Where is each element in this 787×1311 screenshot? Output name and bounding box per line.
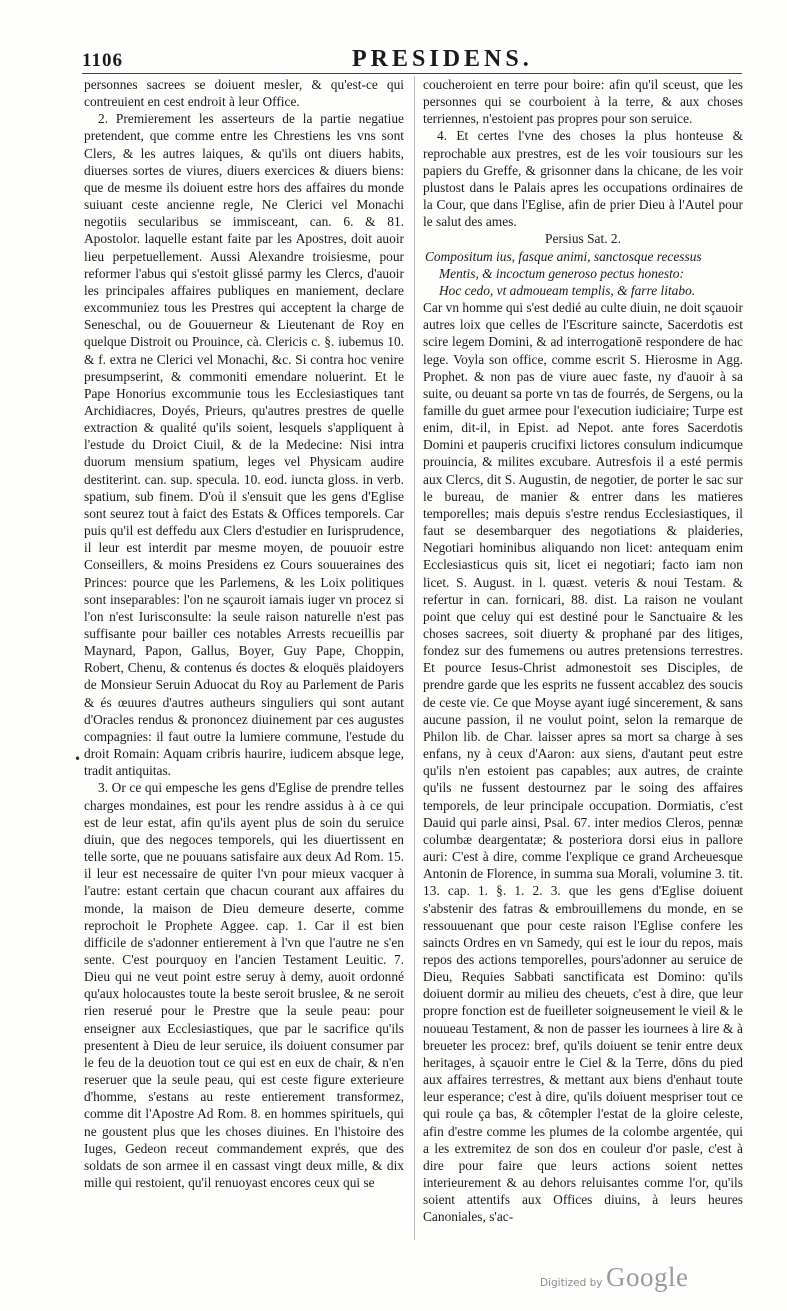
left-paragraph-2: 2. Premierement les asserteurs de la partie negatiue pretendent, que comme entre les Chrestiens les vns sont Clers, & les autres laiques, & qu'ils ont diuers habits, diuerses sortes de viures, diuers exercices & diuers biens: que de mesme ils doiuent estre hors des affaires du monde suiuant ceste ancienne regle, Ne Clerici vel Monachi negotiis secularibus se immisceant, can. 6. & 81. Apostolor. laquelle estant faite par les Apostres, doit auoir lieu perpetuellement. Aussi Alexandre troisiesme, pour reformer l'abus qui s'estoit glissé parmy les Clercs, d'auoir les principales affaires publiques en maniement, declare excommuniez tous les Prestres qui acceptent la charge de Seneschal, ou de Gouuerneur & Lieutenant de Roy en quelque Distroit ou Prouince, cà. Clericis c. §. iubemus 10. & f. extra ne Clerici vel Monachi, &c. Si contra hoc venire presumpserint, & commoniti emendare noluerint. Et le Pape Honorius excommunie tous les Ecclesiastiques tant Archidiacres, Doyés, Prieurs, qu'autres prestres de quelle extraction & qualité qu'ils soient, lesquels s'appliquent à l'estude du Droict Ciuil, & de la Medecine: Nisi intra duorum mensium spatium, leges vel Physicam audire destiterint. can. sup. specula. 10. eod. iuncta gloss. in verb. spatium, sub finem. D'où il s'ensuit que les gens d'Eglise sont seurez tout à faict des Estats & Offices temporels. Car puis qu'il est deffedu aux Clers d'estudier en Iurisprudence, il leur est interdit par mesme moyen, de pouuoir estre Conseillers, & moins Presidens ez Cours souueraines des Princes: pource que les Parlemens, & les Loix politiques sont inseparables: l'on ne sçauroit iamais iuger vn procez si l'on n'est Iurisconsulte: la seule raison naturelle n'est pas suffisante pour bailler ces notables Arrests recueillis par Maynard, Papon, Gallus, Boyer, Guy Pape, Choppin, Robert, Chenu, & contenus és doctes & eloquës plaidoyers de Monsieur Seruin Aduocat du Roy au Parlement de Paris & és œuures d'autres autheurs singuliers qui sont autant d'Oracles rendus & prononcez diuinement par ces augustes compagnies: il faut outre la lumiere commune, l'estude du droit Romain: Aquam cribris haurire, iudicem absque lege, tradit antiquitas. [84, 111, 404, 779]
left-paragraph-3: 3. Or ce qui empesche les gens d'Eglise de prendre telles charges mondaines, est pour les rendre assidus à à ce qui est de leur estat, afin qu'ils ayent plus de soin du seruice diuin, que des negoces temporels, qui les diuertissent en telle sorte, que ne pouuans satisfaire aux deux Ad Rom. 15. il leur est necessaire de quiter l'vn pour mieux vacquer à l'autre: estant certain que chacun courant aux affaires du monde, la maison de Dieu demeure deserte, comme reprochoit le Prophete Aggee. cap. 1. Car il est bien difficile de s'adonner entierement à l'vn que l'autre ne s'en sente. C'est pourquoy en l'ancien Testament Leuitic. 7. Dieu qui ne veut point estre seruy à demy, auoit ordonné qu'aux holocaustes toute la beste seroit bruslee, & ne seroit rien reserué pour le Prestre que la seule peau: pour enseigner aux Ecclesiastiques, que par le sacrifice qu'ils presentent à Dieu de leur seruice, ils doiuent consumer par le feu de la deuotion tout ce qui est en eux de chair, & n'en reseruer que la seule peau, qui est ceste figure exterieure d'homme, s'estans au reste entierement transformez, comme dit l'Apostre Ad Rom. 8. en hommes spirituels, qui ne goustent plus que les choses diuines. En l'histoire des Iuges, Gedeon receut commandement exprés, que des soldats de son armee il en cassast vingt deux mille, & dix mille qui restoient, qu'il renuoyast encores ceux qui se [84, 780, 404, 1190]
google-logo: Google [606, 1262, 689, 1292]
right-intro-paragraph: coucheroient en terre pour boire: afin qu'il sceust, que les personnes qui se courboient à la terre, & aux choses terriennes, n'estoient pas propres pour son seruice. [423, 77, 743, 127]
left-paragraph-1: personnes sacrees se doiuent mesler, & qu'est-ce qui contreuient en cest endroit à leur Office. [84, 77, 404, 110]
running-title: PRESIDENS. [352, 46, 533, 72]
digitized-by-label: Digitized by [540, 1277, 603, 1289]
header-rule [82, 73, 742, 74]
right-paragraph-4: 4. Et certes l'vne des choses la plus honteuse & reprochable aux prestres, est de les voir tousiours sur les papiers du Greffe, & grisonner dans la chicane, de les voir plustost dans le Palais apres les occupations ordinaires de la Cour, que dans l'Eglise, afin de prier Dieu à l'Autel pour le salut des ames. [423, 128, 743, 230]
right-body-paragraph: Car vn homme qui s'est dedié au culte diuin, ne doit sçauoir autres loix que celles de l'Escriture saincte, Sacerdotis est scire legem Domini, & ad interrogationē respondere de hac lege. Voyla son office, comme escrit S. Hierosme in Agg. Prophet. & non pas de viure auec faste, ny d'auoir à sa suite, ou deuant sa porte vn tas de fourrés, de Sergens, ou la famille du guet armee pour l'execution iudiciaire; Turpe est enim, dit-il, in Epist. ad Nepot. ante fores Sacerdotis Domini et pauperis crucifixi lictores consulum indicumque prouincia, & milites excubare. Autresfois il a esté permis aux Clercs, dit S. Augustin, de negotier, de porter le sac sur le bureau, de manier & entrer dans les matieres temporelles; mais depuis s'estre rendus Ecclesiastiques, il faut se desembarquer des negotiations & plaideries, Negotiari hominibus aliquando non licet: antequam enim Ecclesiasticus quis sit, licet ei negotiari; facto iam non licet. S. August. in l. quæst. veteris & noui Testam. & refertur in can. fornicari, 88. dist. La raison ne voulant point que celuy qui est destiné pour le Sanctuaire & les choses sacrees, soit diuerty & prophané par des litiges, fondez sur des fumemens ou autres pretensions terrestres. Et pource Iesus-Christ admonestoit ses Disciples, de prendre garde que les esprits ne fussent accablez des soucis de ceste vie. Ce que Moyse ayant iugé sincerement, & sans aucune passion, il ne voulut point, selon la remarque de Philon lib. de Char. laisser apres sa mort sa charge à ses enfans, ny à ceux d'Aaron: aux siens, d'autant peut estre qu'ils n'en estoient pas capables; aux autres, de crainte qu'ils ne fussent destournez par le soing des affaires temporels, de leur principale occupation. Dormiatis, c'est Dauid qui parle ainsi, Psal. 67. inter medios Cleros, pennæ columbæ deargentatæ; & posteriora dorsi eius in pallore auri: C'est à dire, comme l'explique ce grand Archeuesque Antonin de Florence, in summa sua Morali, volumine 3. tit. 13. cap. 1. §. 1. 2. 3. que les gens d'Eglise doiuent s'abstenir des fatras & embrouillemens du monde, en se ressouuenant que pour ceste raison l'Eglise confere les saincts Ordres en vn Samedy, qui est le iour du repos, mais repos des actions temporelles, pours'adonner au seruice de Dieu, Requies Sabbati sanctificata est Domino: qu'ils doiuent dormir au milieu des cheuets, c'est à dire, que leur propre fonction est de fueilleter soigneusement le vieil & le nouueau Testament, & non de passer les iournees à lire & à breueter les procez: bref, qu'ils doiuent se tenir entre deux heritages, à sçauoir entre le Ciel & la Terre, dōns du pied aux affaires terrestres, & mettant aux biens d'enhaut toute leur esperance; c'est à dire, qu'ils doiuent mespriser tout ce qui roule ça bas, & côtempler l'estat de la gloire celeste, afin d'estre comme les plumes de la colombe argentée, qui a les extremitez de son dos en couleur d'or pasle, c'est à dire pour faire que leurs actions soient nettes interieurement & au dehors reluisantes comme l'or, qu'ils soient attentifs aux Offices diuins, à leurs heures Canoniales, s'ac- [423, 300, 743, 1225]
digitized-watermark [540, 1262, 760, 1298]
verse-line-2: Mentis, & incoctum generoso pectus honesto: [439, 265, 684, 281]
verse-line-1: Compositum ius, fasque animi, sanctosque recessus [425, 248, 702, 264]
column-divider [414, 76, 415, 1240]
citation-title: Persius Sat. 2. [545, 231, 621, 247]
page-header [82, 46, 742, 72]
verse-line-3: Hoc cedo, vt admoueam templis, & farre litabo. [439, 282, 696, 298]
right-column [423, 76, 743, 1246]
margin-mark: • [74, 752, 82, 766]
left-column [84, 76, 404, 1246]
page-number: 1106 [82, 50, 123, 71]
